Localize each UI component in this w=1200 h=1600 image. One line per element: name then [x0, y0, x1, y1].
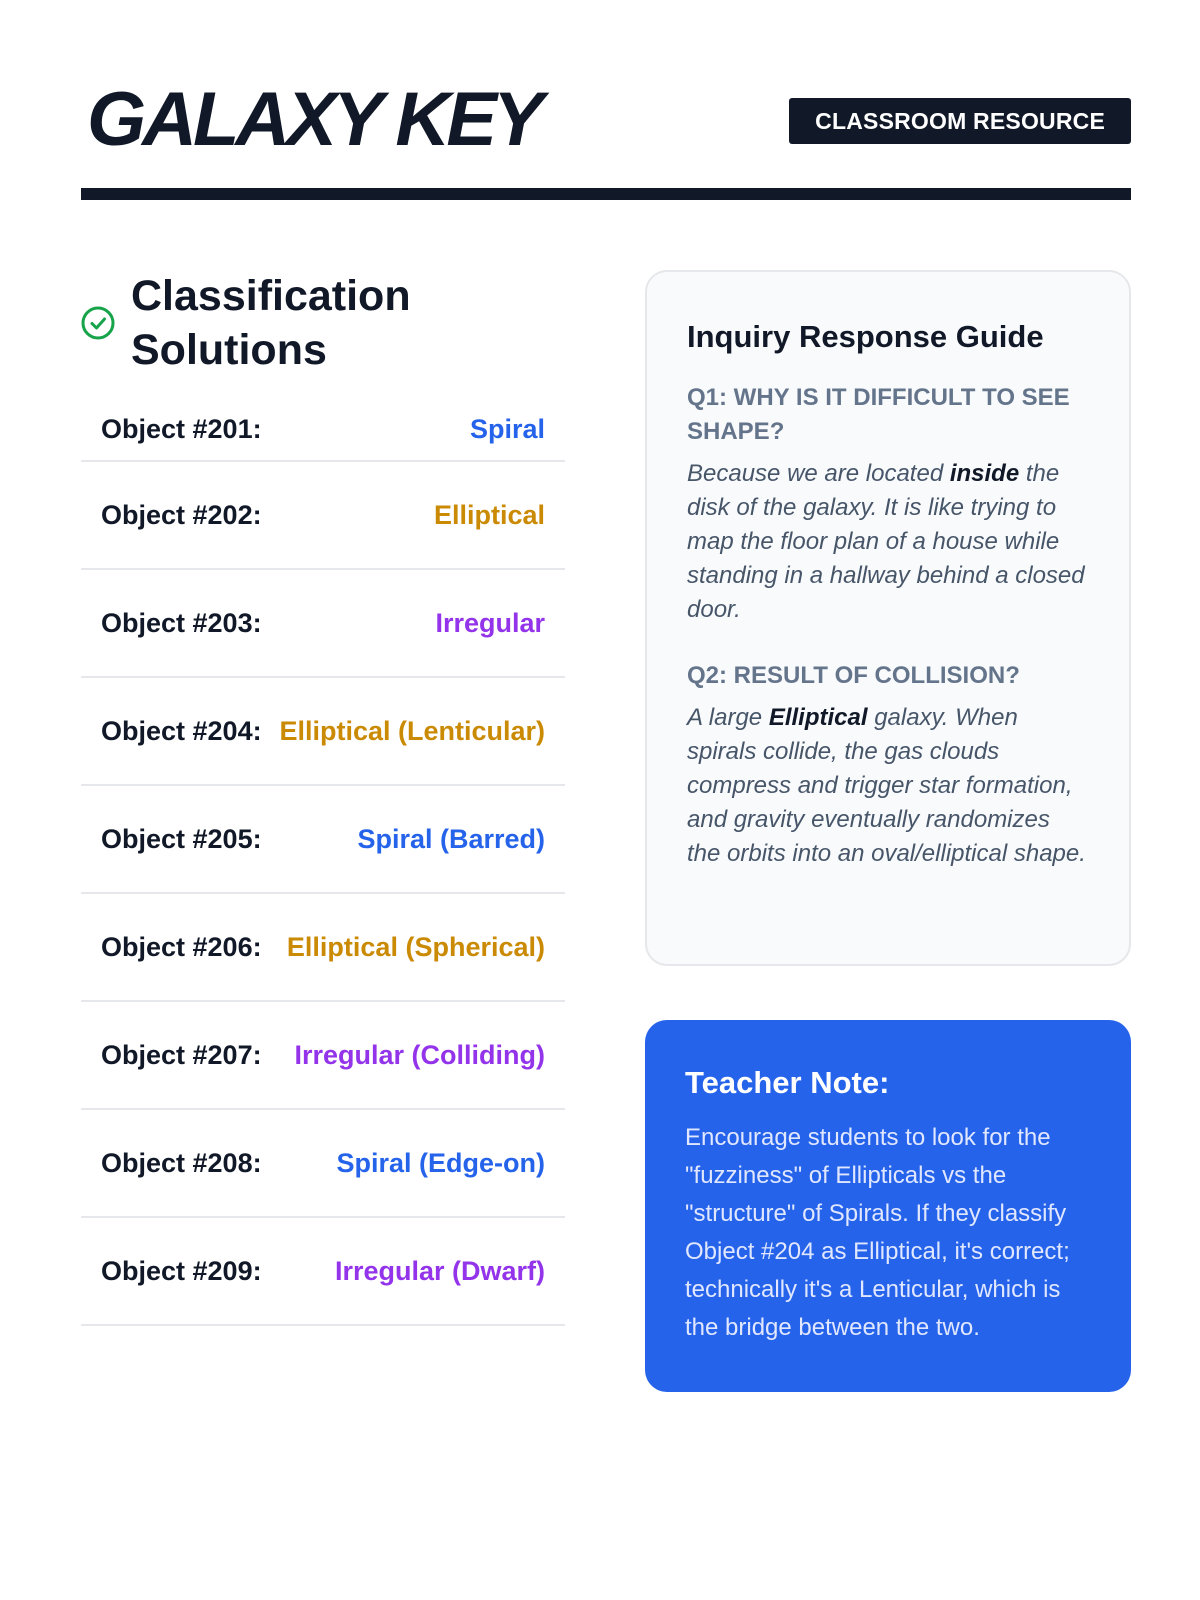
q2-answer: A large Elliptical galaxy. When spirals collide, the gas clouds compress and trigger star formation, and gravity eventually randomizes the orbits into an oval/elliptical shape. [687, 704, 1086, 868]
section-title: Classification Solutions [131, 272, 411, 374]
page-header [81, 72, 1131, 202]
q1-answer: Because we are located inside the disk of the galaxy. It is like trying to map the floor plan of a house while standing in a hallway behind a closed door. [687, 460, 1085, 624]
solution-row [81, 678, 565, 786]
header-divider [81, 188, 1131, 200]
classification-value: Elliptical (Lenticular) [279, 715, 545, 746]
object-label: Object #206: [101, 931, 262, 962]
teacher-note-title: Teacher Note: [685, 1065, 890, 1100]
solutions-heading [81, 268, 565, 378]
classification-value: Spiral [469, 413, 545, 444]
teacher-note-body: Encourage students to look for the "fuzziness" of Ellipticals vs the "structure" of Spirals. If they classify Object #204 as Elliptical, it's correct; technically it's a Lenticular, which is the bridge between the two. [685, 1124, 1070, 1342]
object-label: Object #209: [101, 1255, 262, 1286]
classification-value: Elliptical (Spherical) [286, 931, 545, 962]
object-label: Object #202: [101, 499, 262, 530]
solution-row [81, 1110, 565, 1218]
object-label: Object #201: [101, 413, 262, 444]
solution-row [81, 1002, 565, 1110]
classification-value: Spiral (Edge-on) [336, 1147, 545, 1178]
object-label: Object #203: [101, 607, 262, 638]
resource-badge: CLASSROOM RESOURCE [789, 98, 1131, 144]
solution-row [81, 894, 565, 1002]
classification-value: Spiral (Barred) [357, 823, 545, 854]
classification-solutions [81, 268, 565, 1326]
classification-value: Elliptical [433, 499, 545, 530]
solution-row [81, 786, 565, 894]
page-title: GALAXY KEY [87, 77, 540, 162]
guide-title: Inquiry Response Guide [687, 319, 1044, 354]
teacher-note [645, 1020, 1131, 1392]
q2-label: Q2: RESULT OF COLLISION? [687, 662, 1020, 690]
solution-row [81, 1218, 565, 1326]
object-label: Object #204: [101, 715, 262, 746]
q1-label: Q1: WHY IS IT DIFFICULT TO SEE SHAPE? [687, 384, 1070, 446]
classification-value: Irregular (Colliding) [294, 1039, 545, 1070]
inquiry-response-guide [645, 270, 1131, 966]
check-circle-icon [81, 306, 115, 340]
classification-value: Irregular (Dwarf) [334, 1255, 545, 1286]
object-label: Object #205: [101, 823, 262, 854]
solution-row [81, 398, 565, 462]
solution-row [81, 570, 565, 678]
object-label: Object #208: [101, 1147, 262, 1178]
object-label: Object #207: [101, 1039, 262, 1070]
classification-value: Irregular [435, 607, 545, 638]
solutions-list [81, 398, 565, 1326]
solution-row [81, 462, 565, 570]
